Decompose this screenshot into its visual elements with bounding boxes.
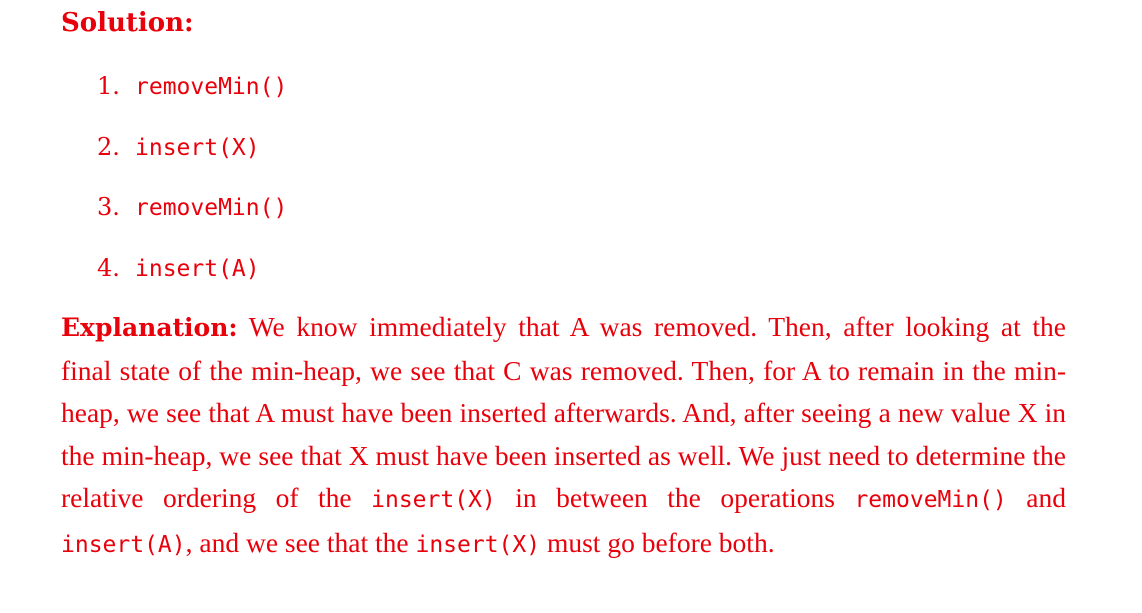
explanation-text: and bbox=[1006, 482, 1066, 513]
step-code: insert(A) bbox=[135, 255, 260, 282]
inline-code-insert-a: insert(A) bbox=[61, 531, 186, 558]
list-item bbox=[97, 66, 287, 127]
list-item bbox=[97, 248, 287, 309]
explanation-text: We know immediately that A was removed. Then, after looking at the final state of the min-heap, we see that C was removed. Then, for A to remain in the min-heap, we see that A must have been inserted afterwards. And, after seeing a new value X in the min-heap, we see that X must have been inserted as well. We just need to determine the relative ordering of the bbox=[61, 311, 1066, 513]
explanation-text: , and we see that the bbox=[185, 526, 416, 558]
step-code: removeMin() bbox=[135, 74, 288, 100]
step-code: removeMin() bbox=[135, 195, 288, 221]
step-number: 1. bbox=[97, 72, 120, 100]
list-item bbox=[97, 127, 287, 188]
explanation-label: Explanation: bbox=[61, 313, 238, 342]
list-item bbox=[97, 187, 287, 248]
explanation-text: must go before both. bbox=[540, 526, 775, 558]
solution-heading: Solution: bbox=[61, 8, 194, 38]
step-number: 3. bbox=[97, 193, 120, 221]
inline-code-insert-x: insert(X) bbox=[415, 531, 541, 558]
step-number: 2. bbox=[97, 132, 120, 161]
solution-steps-list bbox=[97, 66, 287, 308]
inline-code-removemin: removeMin() bbox=[854, 487, 1007, 513]
step-number: 4. bbox=[97, 253, 120, 282]
step-code: insert(X) bbox=[135, 134, 260, 161]
inline-code-insert-x: insert(X) bbox=[371, 487, 496, 513]
explanation-paragraph bbox=[61, 306, 1066, 566]
explanation-text: in between the operations bbox=[495, 482, 855, 513]
